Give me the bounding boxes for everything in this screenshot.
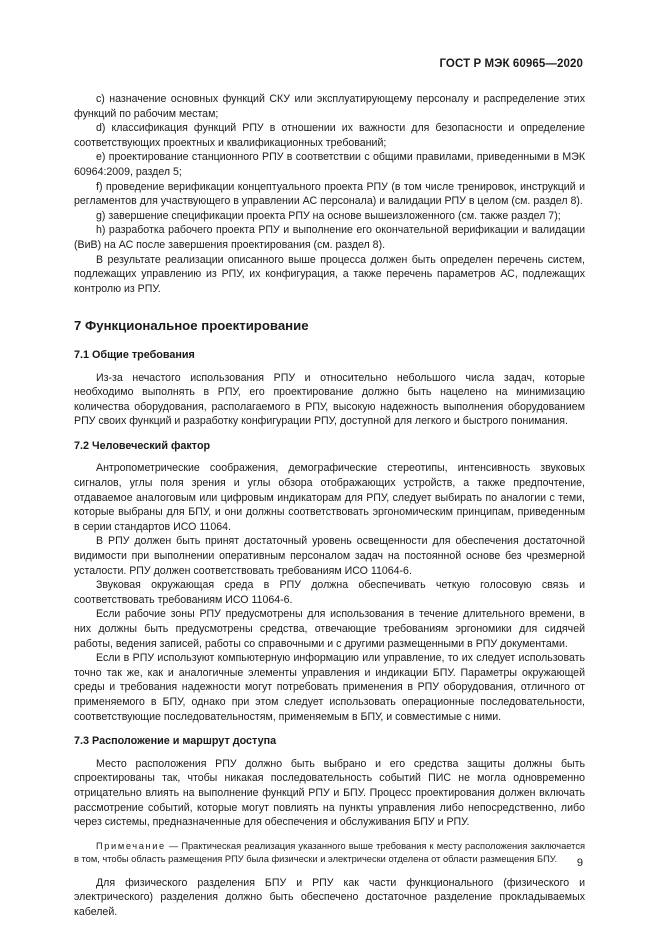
paragraph: Если в РПУ используют компьютерную информацию или управление, то их следует использовать точно так же, как и аналогичные элементы управления и индикации БПУ. Параметры окружающей среды и требования надежности могут потребовать применения в РПУ оборудования, отличного от применяемого в БПУ, однако при этом следует использовать операционные последовательности, соответствующие последовательностям, применяемым в БПУ, и совместимые с ними. xyxy=(74,652,585,723)
paragraph: Из-за нечастого использования РПУ и относительно небольшого числа задач, которые необходимо выполнять в РПУ, его проектирование должно быть нацелено на минимизацию количества оборудования, располагаемого в РПУ, высокую надежность выполнения оборудованием РПУ своих функций и разработку конфигурации РПУ, доступной для легкого и быстрого понимания. xyxy=(74,371,585,428)
section-7-3-heading: 7.3 Расположение и маршрут доступа xyxy=(74,735,277,748)
note xyxy=(74,840,585,866)
section-7-1-heading: 7.1 Общие требования xyxy=(74,348,195,361)
note-text: — Практическая реализация указанного выше требования к месту расположения заключается в том, чтобы область размещения РПУ была физически и электрически отделена от области размещения БПУ. xyxy=(74,840,585,864)
paragraph: Для физического разделения БПУ и РПУ как части функционального (физического и электрического) разделения должно быть обеспечено достаточное разделение прокладываемых кабелей. xyxy=(74,876,585,918)
list-item-e: е) проектирование станционного РПУ в соответствии с общими правилами, приведенными в МЭК 60964:2009, раздел 5; xyxy=(74,151,585,178)
paragraph: Если рабочие зоны РПУ предусмотрены для использования в течение длительного времени, в них должны быть предусмотрены средства, отвечающие требованиям эргономики для сидячей работы, ведения записей, работы со справочными и с другими размещенными в РПУ документами. xyxy=(74,608,585,650)
page-number: 9 xyxy=(576,857,583,869)
document-header: ГОСТ Р МЭК 60965—2020 xyxy=(439,58,583,70)
list-item-d: d) классификация функций РПУ в отношении их важности для безопасности и определение соответствующих проектных и квалификационных требований; xyxy=(74,122,585,149)
paragraph: В РПУ должен быть принят достаточный уровень освещенности для обеспечения достаточной видимости при выполнении оперативным персоналом задач на постоянной основе без чрезмерной усталости. РПУ должен соответствовать требованиям ИСО 11064-6. xyxy=(74,535,585,577)
page-body xyxy=(74,92,585,920)
note-label: Примечание xyxy=(96,840,166,851)
paragraph: Антропометрические соображения, демографические стереотипы, интенсивность звуковых сигналов, углы поля зрения и углы обзора отображающих устройств, а также предпочтение, отдаваемое аналоговым или цифровым индикаторам для РПУ, следует выбирать по аналогии с теми, которые выбраны для БПУ, и они должны соответствовать эргономическим принципам, приведенным в серии стандартов ИСО 11064. xyxy=(74,462,585,533)
section-7-heading: 7 Функциональное проектирование xyxy=(74,318,309,334)
paragraph: Звуковая окружающая среда в РПУ должна обеспечивать четкую голосовую связь и соответствовать требованиям ИСО 11064-6. xyxy=(74,579,585,606)
list-item-f: f) проведение верификации концептуального проекта РПУ (в том числе тренировок, инструкций и регламентов для участвующего в управлении АС персонала) и валидации РПУ в целом (см. раздел 8). xyxy=(74,180,585,208)
result-paragraph: В результате реализации описанного выше процесса должен быть определен перечень систем, подлежащих управлению из РПУ, их конфигурация, а также перечень параметров АС, подлежащих контролю из РПУ. xyxy=(74,253,585,295)
section-7-2-heading: 7.2 Человеческий фактор xyxy=(74,439,211,452)
list-item-h: h) разработка рабочего проекта РПУ и выполнение его окончательной верификации и валидации (ВиВ) на АС после завершения проектирования (см. раздел 8). xyxy=(74,224,585,251)
paragraph: Место расположения РПУ должно быть выбрано и его средства защиты должны быть спроектированы так, чтобы никакая последовательность событий ПИС не могла одновременно отрицательно влиять на выполнение функций РПУ и БПУ. Процесс проектирования должен включать рассмотрение событий, которые могут повлиять на пункты управления либо непосредственно, либо через системы, предназначенные для обеспечения и обслуживания БПУ и РПУ. xyxy=(74,757,585,829)
list-item-c: с) назначение основных функций СКУ или эксплуатирующему персоналу и распределение этих функций по рабочим местам; xyxy=(74,93,585,120)
list-item-g: g) завершение спецификации проекта РПУ на основе вышеизложенного (см. также раздел 7); xyxy=(96,209,561,222)
